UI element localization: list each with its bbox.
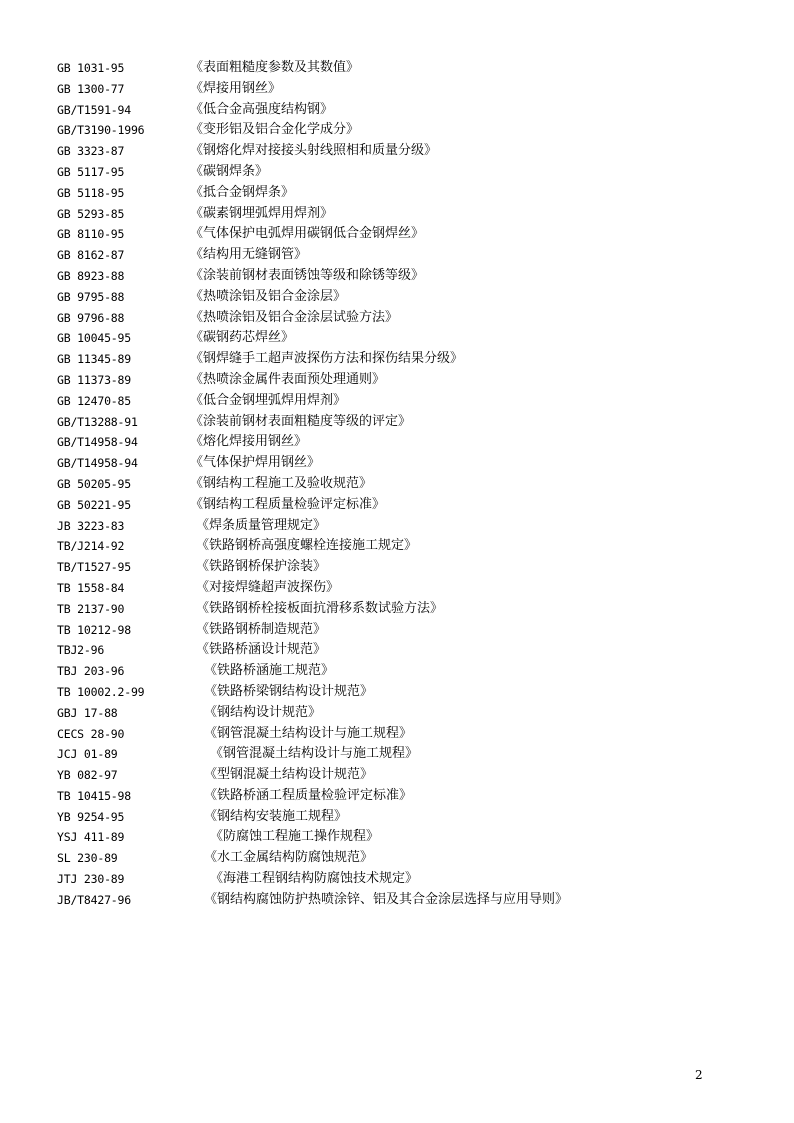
standard-row <box>0 474 794 495</box>
standard-row <box>0 640 794 661</box>
standard-code: GB 11345-89 <box>57 352 131 367</box>
standard-code: GB 9795-88 <box>57 289 125 304</box>
standard-row <box>0 183 794 204</box>
standard-row <box>0 100 794 121</box>
standard-row <box>0 308 794 329</box>
standard-code: GB 5118-95 <box>57 185 125 200</box>
standard-code: GB 12470-85 <box>57 393 131 408</box>
standard-title: 《铁路桥涵工程质量检验评定标准》 <box>204 787 413 803</box>
standard-row <box>0 58 794 79</box>
standard-row <box>0 536 794 557</box>
standard-title: 《钢管混凝土结构设计与施工规程》 <box>210 746 419 762</box>
standard-title: 《熔化焊接用钢丝》 <box>190 434 308 450</box>
standard-code: GB 50205-95 <box>57 476 131 491</box>
standard-title: 《焊接用钢丝》 <box>190 80 282 96</box>
standard-row <box>0 162 794 183</box>
standard-code: TB 10415-98 <box>57 788 131 803</box>
standard-code: GB 10045-95 <box>57 331 131 346</box>
standard-row <box>0 391 794 412</box>
standard-code: GB 5293-85 <box>57 206 125 221</box>
standard-title: 《气体保护焊用钢丝》 <box>190 455 321 471</box>
standard-title: 《铁路钢桥高强度螺栓连接施工规定》 <box>196 538 418 554</box>
standard-title: 《碳钢药芯焊丝》 <box>190 330 295 346</box>
standard-title: 《钢结构工程施工及验收规范》 <box>190 475 373 491</box>
standard-code: GB/T14958-94 <box>57 456 138 471</box>
standard-code: TB/J214-92 <box>57 539 125 554</box>
standard-row <box>0 869 794 890</box>
standard-code: GBJ 17-88 <box>57 705 118 720</box>
standard-title: 《防腐蚀工程施工操作规程》 <box>210 829 380 845</box>
standard-row <box>0 453 794 474</box>
standard-row <box>0 599 794 620</box>
standard-code: TB 10002.2-99 <box>57 684 145 699</box>
standard-title: 《涂装前钢材表面锈蚀等级和除锈等级》 <box>190 267 425 283</box>
standard-row <box>0 245 794 266</box>
standard-row <box>0 266 794 287</box>
standard-title: 《对接焊缝超声波探伤》 <box>196 579 340 595</box>
standard-row <box>0 827 794 848</box>
standard-code: GB 1031-95 <box>57 61 125 75</box>
standard-row <box>0 744 794 765</box>
standard-row <box>0 495 794 516</box>
standard-title: 《钢结构腐蚀防护热喷涂锌、铝及其合金涂层选择与应用导则》 <box>204 891 569 907</box>
standard-title: 《钢焊缝手工超声波探伤方法和探伤结果分级》 <box>190 351 464 367</box>
standard-code: GB 8110-95 <box>57 227 125 242</box>
standard-title: 《结构用无缝钢管》 <box>190 247 308 263</box>
standard-code: GB 50221-95 <box>57 497 131 512</box>
standard-title: 《钢熔化焊对接接头射线照相和质量分级》 <box>190 143 438 159</box>
standard-title: 《铁路桥涵施工规范》 <box>204 663 335 679</box>
standard-title: 《变形铝及铝合金化学成分》 <box>190 122 360 138</box>
standard-code: GB/T3190-1996 <box>57 123 145 138</box>
standard-row <box>0 661 794 682</box>
standard-code: GB/T13288-91 <box>57 414 138 429</box>
standard-code: GB 11373-89 <box>57 372 131 387</box>
standard-code: GB 9796-88 <box>57 310 125 325</box>
standard-title: 《碳素钢埋弧焊用焊剂》 <box>190 205 334 221</box>
standard-title: 《热喷涂金属件表面预处理通则》 <box>190 371 386 387</box>
standard-code: YSJ 411-89 <box>57 830 125 845</box>
standard-row <box>0 370 794 391</box>
standard-code: JCJ 01-89 <box>57 747 118 762</box>
standard-code: TB/T1527-95 <box>57 560 131 575</box>
standard-title: 《低合金钢埋弧焊用焊剂》 <box>190 392 347 408</box>
standard-row <box>0 807 794 828</box>
standard-title: 《表面粗糙度参数及其数值》 <box>190 60 360 75</box>
standard-code: JB 3223-83 <box>57 518 125 533</box>
standard-code: TB 2137-90 <box>57 601 125 616</box>
standard-code: TB 1558-84 <box>57 580 125 595</box>
standard-code: YB 082-97 <box>57 768 118 783</box>
standard-title: 《热喷涂铝及铝合金涂层》 <box>190 288 347 304</box>
standard-title: 《型钢混凝土结构设计规范》 <box>204 767 374 783</box>
standard-code: SL 230-89 <box>57 851 118 866</box>
standard-title: 《铁路钢桥栓接板面抗滑移系数试验方法》 <box>196 600 444 616</box>
standard-row <box>0 848 794 869</box>
standard-title: 《钢结构设计规范》 <box>204 704 322 720</box>
standard-title: 《涂装前钢材表面粗糙度等级的评定》 <box>190 413 412 429</box>
standard-row <box>0 412 794 433</box>
standard-row <box>0 682 794 703</box>
standard-code: JB/T8427-96 <box>57 892 131 907</box>
standard-row <box>0 204 794 225</box>
standard-row <box>0 620 794 641</box>
standard-row <box>0 120 794 141</box>
standard-title: 《海港工程钢结构防腐蚀技术规定》 <box>210 871 419 887</box>
standard-row <box>0 557 794 578</box>
standard-title: 《钢管混凝土结构设计与施工规程》 <box>204 725 413 741</box>
standard-row <box>0 724 794 745</box>
standard-title: 《铁路钢桥保护涂装》 <box>196 559 327 575</box>
standard-row <box>0 349 794 370</box>
standard-title: 《碳钢焊条》 <box>190 163 269 179</box>
standards-list <box>0 58 794 911</box>
standard-row <box>0 786 794 807</box>
standard-code: GB 1300-77 <box>57 81 125 96</box>
standard-row <box>0 224 794 245</box>
standard-row <box>0 765 794 786</box>
standard-row <box>0 328 794 349</box>
standard-row <box>0 141 794 162</box>
standard-title: 《钢结构工程质量检验评定标准》 <box>190 496 386 512</box>
standard-code: CECS 28-90 <box>57 726 125 741</box>
standard-title: 《热喷涂铝及铝合金涂层试验方法》 <box>190 309 399 325</box>
standard-title: 《铁路桥涵设计规范》 <box>196 642 327 658</box>
standard-title: 《水工金属结构防腐蚀规范》 <box>204 850 374 866</box>
standard-code: YB 9254-95 <box>57 809 125 824</box>
standard-code: JTJ 230-89 <box>57 872 125 887</box>
page-number: 2 <box>695 1068 703 1082</box>
standard-code: TBJ2-96 <box>57 643 105 658</box>
standard-row <box>0 516 794 537</box>
standard-code: GB 8162-87 <box>57 248 125 263</box>
standard-code: TBJ 203-96 <box>57 664 125 679</box>
standard-row <box>0 578 794 599</box>
standard-title: 《气体保护电弧焊用碳钢低合金钢焊丝》 <box>190 226 425 242</box>
standard-code: GB 3323-87 <box>57 144 125 159</box>
standard-code: GB 8923-88 <box>57 268 125 283</box>
standard-row <box>0 432 794 453</box>
standard-title: 《焊条质量管理规定》 <box>196 517 327 533</box>
standard-title: 《低合金高强度结构钢》 <box>190 101 334 117</box>
standard-title: 《铁路桥梁钢结构设计规范》 <box>204 683 374 699</box>
standard-code: GB 5117-95 <box>57 164 125 179</box>
standard-row <box>0 703 794 724</box>
standard-title: 《铁路钢桥制造规范》 <box>196 621 327 637</box>
standard-title: 《钢结构安装施工规程》 <box>204 808 348 824</box>
standard-title: 《抵合金钢焊条》 <box>190 184 295 200</box>
standard-row <box>0 287 794 308</box>
standard-code: GB/T14958-94 <box>57 435 138 450</box>
standard-row <box>0 79 794 100</box>
standard-code: TB 10212-98 <box>57 622 131 637</box>
standard-row <box>0 890 794 911</box>
standard-code: GB/T1591-94 <box>57 102 131 117</box>
